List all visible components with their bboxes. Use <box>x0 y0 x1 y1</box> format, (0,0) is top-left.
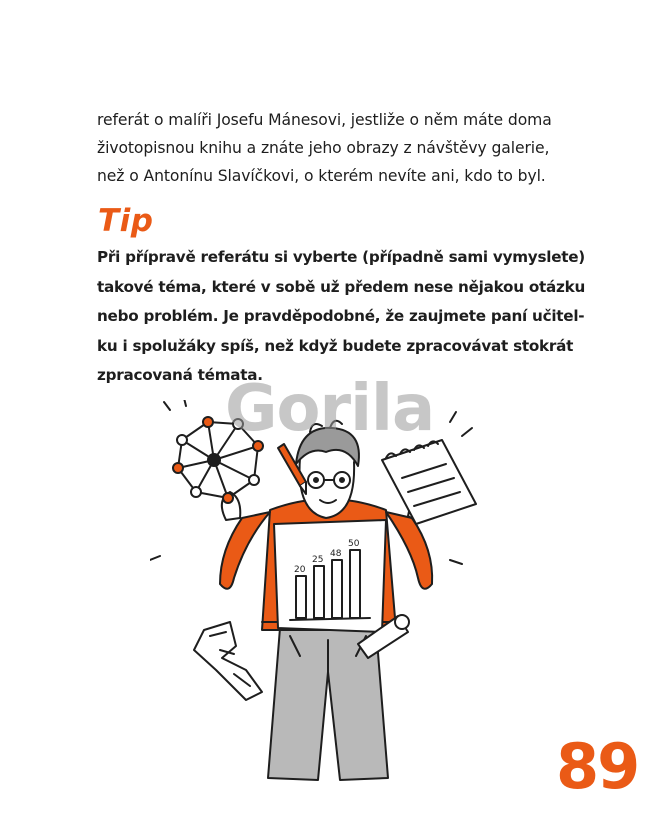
poster-value: 20 <box>294 565 306 575</box>
tip-line: Při přípravě referátu si vyberte (případně sami vymyslete) <box>97 248 586 266</box>
receipt-strip <box>194 622 262 700</box>
body-line: než o Antonínu Slavíčkovi, o kterém nevíte ani, kdo to byl. <box>97 167 546 185</box>
student-illustration <box>150 400 510 795</box>
tip-line: takové téma, které v sobě už předem nese nějakou otázku <box>97 277 586 296</box>
poster-value: 48 <box>330 549 342 559</box>
page-number: 89 <box>556 730 639 803</box>
body-paragraph <box>97 106 567 190</box>
tip-paragraph <box>97 243 586 391</box>
body-line: referát o malíři Josefu Mánesovi, jestliže o něm máte doma <box>97 111 552 129</box>
tip-heading: Tip <box>98 203 154 239</box>
poster-value: 50 <box>348 539 360 549</box>
watermark-logo: Gorila <box>225 372 435 446</box>
chart-poster <box>274 520 386 632</box>
notepad <box>382 440 476 524</box>
body-line: životopisnou knihu a znáte jeho obrazy z návštěvy galerie, <box>97 139 550 157</box>
tip-line: zpracovaná témata. <box>97 366 263 384</box>
tip-line: ku i spolužáky spíš, než když budete zpracovávat stokrát <box>97 336 574 355</box>
tip-line: nebo problém. Je pravděpodobné, že zaujmete paní učitel- <box>97 307 585 325</box>
poster-value: 25 <box>312 555 324 565</box>
